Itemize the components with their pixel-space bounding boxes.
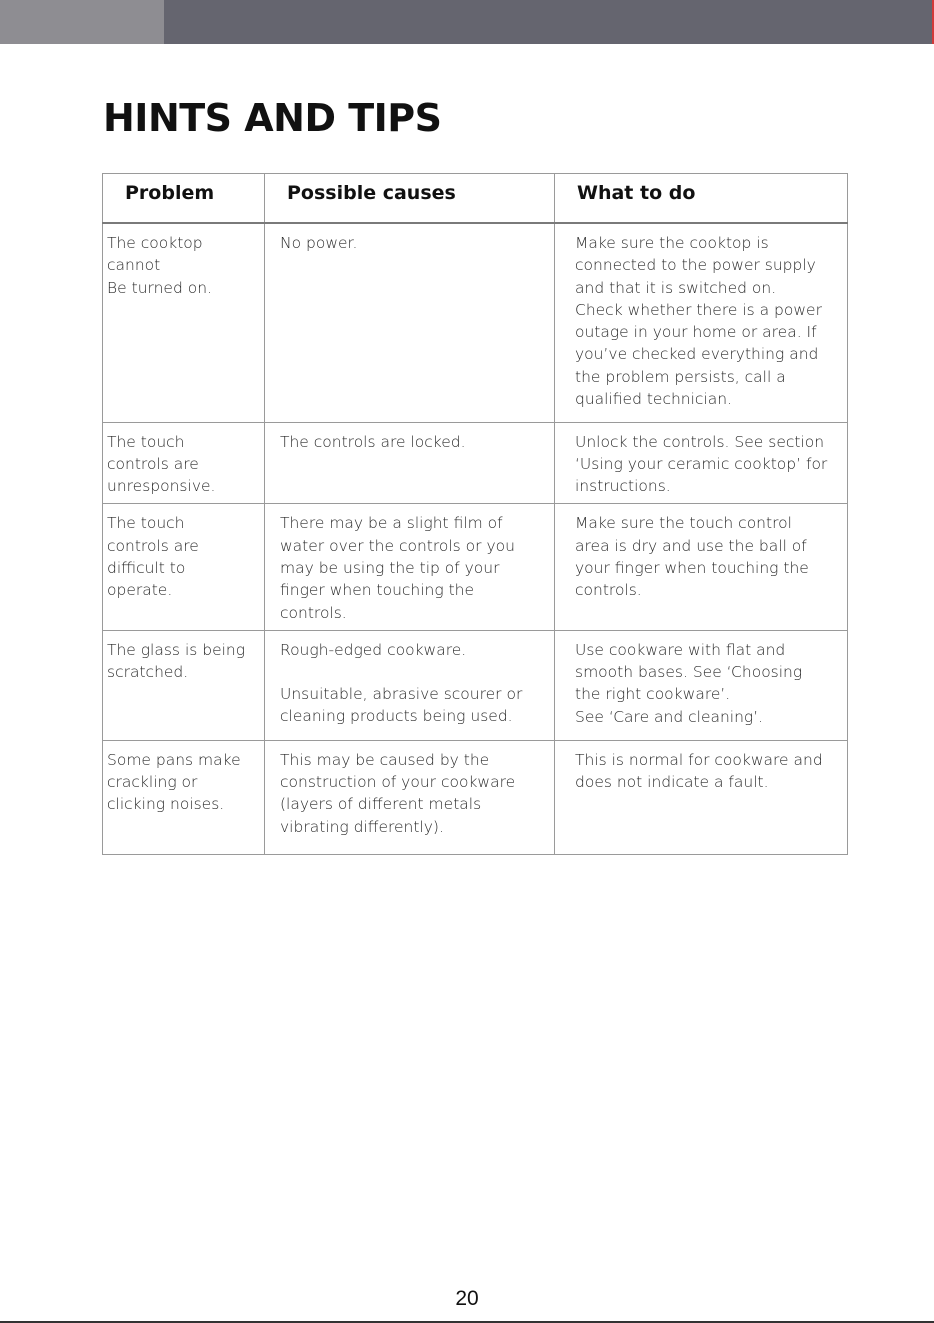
action-line: and that it is switched on. xyxy=(575,278,777,297)
action-line: Use cookware with flat and xyxy=(575,640,786,659)
causes-line: Unsuitable, abrasive scourer or xyxy=(280,685,523,704)
problem-line: unresponsive. xyxy=(107,477,216,496)
problem-cell xyxy=(103,504,265,630)
causes-line: controls. xyxy=(280,603,347,622)
action-line: your finger when touching the xyxy=(575,558,809,577)
causes-cell xyxy=(265,740,555,854)
causes-cell xyxy=(265,422,555,504)
action-line: qualified technician. xyxy=(575,390,733,409)
action-line: connected to the power supply xyxy=(575,256,816,275)
causes-line: There may be a slight film of xyxy=(280,514,503,533)
problem-cell xyxy=(103,422,265,504)
problem-cell xyxy=(103,740,265,854)
column-header-possible-causes: Possible causes xyxy=(265,174,555,224)
paragraph-gap xyxy=(280,661,546,683)
problem-line: controls are xyxy=(107,536,199,555)
action-line: This is normal for cookware and xyxy=(575,750,823,769)
troubleshooting-table xyxy=(102,173,848,855)
action-line: controls. xyxy=(575,581,642,600)
action-line: Make sure the touch control xyxy=(575,514,792,533)
problem-line: Be turned on. xyxy=(107,278,212,297)
action-line: the problem persists, call a xyxy=(575,367,786,386)
causes-line: may be using the tip of your xyxy=(280,558,500,577)
table-row xyxy=(103,422,848,504)
problem-line: The glass is being xyxy=(107,640,246,659)
action-line: instructions. xyxy=(575,477,671,496)
causes-cell xyxy=(265,223,555,422)
problem-line: The touch xyxy=(107,432,185,451)
causes-cell xyxy=(265,630,555,740)
causes-line: (layers of different metals xyxy=(280,795,482,814)
action-line: outage in your home or area. If xyxy=(575,323,817,342)
action-line: Unlock the controls. See section xyxy=(575,432,825,451)
column-header-problem: Problem xyxy=(103,174,265,224)
action-line: See ‘Care and cleaning’. xyxy=(575,707,764,726)
causes-line: vibrating differently). xyxy=(280,817,444,836)
action-line: does not indicate a fault. xyxy=(575,773,769,792)
page-title: HINTS AND TIPS xyxy=(103,96,442,140)
action-line: Check whether there is a power xyxy=(575,300,822,319)
header-bar-tab xyxy=(0,0,164,44)
problem-cell xyxy=(103,630,265,740)
problem-line: difficult to xyxy=(107,558,186,577)
causes-line: water over the controls or you xyxy=(280,536,515,555)
action-line: smooth bases. See ‘Choosing xyxy=(575,663,803,682)
causes-line: cleaning products being used. xyxy=(280,707,513,726)
problem-line: crackling or xyxy=(107,773,198,792)
action-line: you’ve checked everything and xyxy=(575,345,819,364)
table-row xyxy=(103,740,848,854)
causes-line: This may be caused by the xyxy=(280,750,490,769)
problem-line: controls are xyxy=(107,454,199,473)
problem-line: Some pans make xyxy=(107,750,241,769)
column-header-what-to-do: What to do xyxy=(555,174,848,224)
table-row xyxy=(103,223,848,422)
causes-line: finger when touching the xyxy=(280,581,475,600)
action-cell xyxy=(555,740,848,854)
action-cell xyxy=(555,422,848,504)
causes-cell xyxy=(265,504,555,630)
action-line: Make sure the cooktop is xyxy=(575,234,769,252)
causes-line: construction of your cookware xyxy=(280,773,516,792)
problem-cell xyxy=(103,223,265,422)
action-cell xyxy=(555,630,848,740)
table-header-row xyxy=(103,174,848,224)
action-line: ‘Using your ceramic cooktop’ for xyxy=(575,454,828,473)
problem-line: operate. xyxy=(107,581,173,600)
problem-line: The cooktop xyxy=(107,234,203,252)
problem-line: The touch xyxy=(107,514,185,533)
causes-line: No power. xyxy=(280,234,358,252)
causes-line: Rough-edged cookware. xyxy=(280,640,467,659)
problem-line: cannot xyxy=(107,256,161,275)
table-row xyxy=(103,504,848,630)
action-line: area is dry and use the ball of xyxy=(575,536,807,555)
problem-line: clicking noises. xyxy=(107,795,225,814)
action-line: the right cookware’. xyxy=(575,685,731,704)
header-bar xyxy=(164,0,932,44)
problem-line: scratched. xyxy=(107,663,189,682)
causes-line: The controls are locked. xyxy=(280,432,466,451)
table-row xyxy=(103,630,848,740)
page-number: 20 xyxy=(455,1287,479,1310)
action-cell xyxy=(555,504,848,630)
action-cell xyxy=(555,223,848,422)
